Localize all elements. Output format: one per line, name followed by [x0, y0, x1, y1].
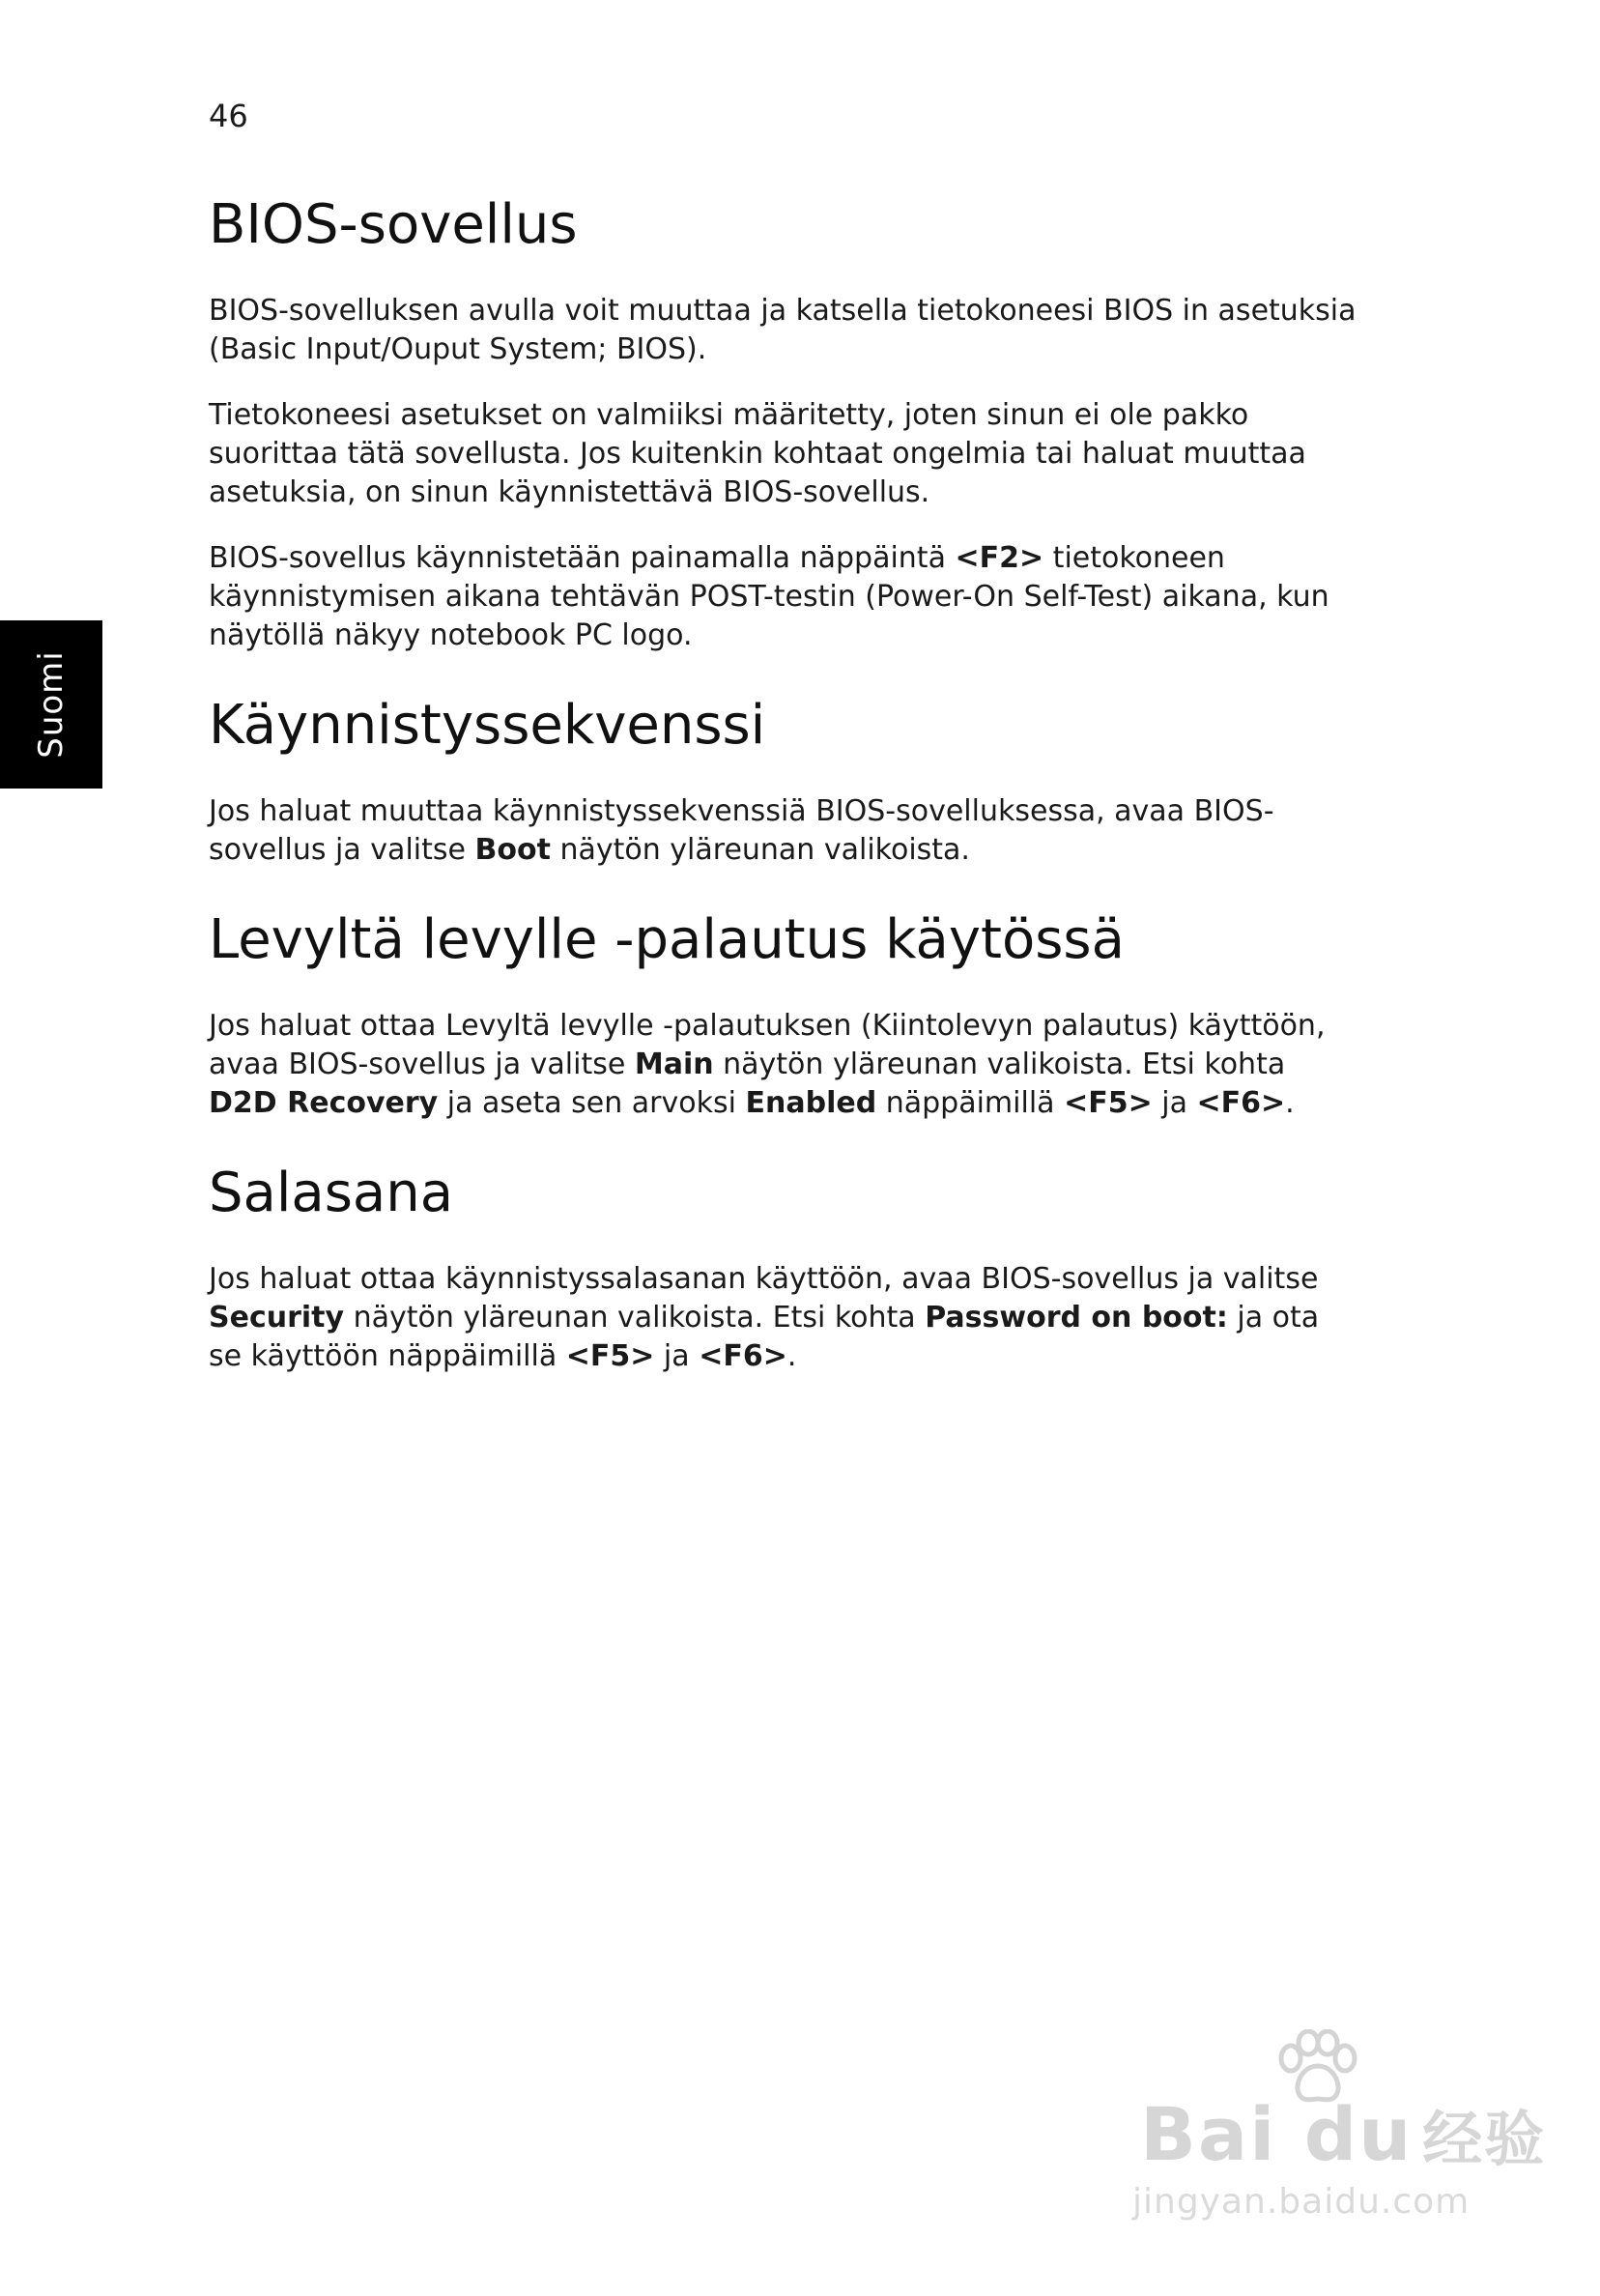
bold-term: Main [634, 1048, 714, 1081]
bold-term: <F5> [565, 1339, 655, 1373]
section-levylta-levylle [209, 908, 1358, 1123]
text-run: ja aseta sen arvoksi [438, 1086, 746, 1120]
document-content [209, 193, 1358, 1411]
bold-term: Password on boot: [925, 1301, 1228, 1335]
language-side-tab-label: Suomi [32, 650, 71, 759]
bold-term: <F6> [699, 1339, 787, 1373]
watermark-brand-text: Bai du [1140, 2091, 1414, 2177]
text-run: Jos haluat ottaa Levyltä levylle -palautuksen (Kiintolevyn palautus) käyttöön, avaa BIOS-sovellus ja valitse [209, 1009, 1326, 1081]
section-kaynnistyssekvenssi [209, 694, 1358, 870]
text-run: Jos haluat ottaa käynnistyssalasanan käyttöön, avaa BIOS-sovellus ja valitse [209, 1262, 1319, 1296]
bold-term: Security [209, 1301, 345, 1335]
text-run: Jos haluat muuttaa käynnistyssekvenssiä BIOS-sovelluksessa, avaa BIOS-sovellus ja valitse [209, 794, 1274, 867]
watermark-brand-cn: 经验 [1422, 2104, 1547, 2174]
watermark-brand [1140, 2091, 1546, 2177]
section-bios-sovellus [209, 193, 1358, 655]
text-run: tietokoneen käynnistymisen aikana tehtävän POST-testin (Power-On Self-Test) aikana, kun näytöllä näkyy notebook PC logo. [209, 541, 1329, 652]
text-run: . [1285, 1086, 1295, 1120]
text-run: Tietokoneesi asetukset on valmiiksi määritetty, joten sinun ei ole pakko suorittaa tätä sovellusta. Jos kuitenkin kohtaat ongelmia tai haluat muuttaa asetuksia, on sinun käynnistettävä BIOS-sovellus. [209, 398, 1306, 509]
text-run: näytön yläreunan valikoista. Etsi kohta [344, 1301, 926, 1335]
text-run: BIOS-sovelluksen avulla voit muuttaa ja katsella tietokoneesi BIOS in asetuksia (Basic Input/Ouput System; BIOS). [209, 294, 1357, 366]
baidu-watermark [1121, 2029, 1547, 2223]
text-run: BIOS-sovellus käynnistetään painamalla näppäintä [209, 541, 956, 575]
bold-term: Enabled [745, 1086, 877, 1120]
section-title: Salasana [209, 1162, 454, 1224]
text-run: ja ota se käyttöön näppäimillä [209, 1301, 1320, 1373]
text-run: näytön yläreunan valikoista. [550, 833, 970, 867]
bold-term: <F2> [955, 541, 1044, 575]
bold-term: D2D Recovery [209, 1086, 439, 1120]
paragraph [209, 1007, 1358, 1123]
text-run: näytön yläreunan valikoista. Etsi kohta [713, 1048, 1286, 1081]
watermark-url: jingyan.baidu.com [1132, 2182, 1471, 2222]
section-salasana [209, 1162, 1358, 1376]
language-side-tab [0, 620, 102, 789]
paragraph [209, 1260, 1358, 1376]
bold-term: Boot [474, 833, 551, 867]
section-title: Levyltä levylle -palautus käytössä [209, 908, 1125, 971]
bold-term: <F5> [1064, 1086, 1153, 1120]
paragraph [209, 792, 1358, 870]
paragraph [209, 539, 1358, 655]
page-number: 46 [209, 98, 248, 134]
bold-term: <F6> [1196, 1086, 1286, 1120]
text-run: näppäimillä [876, 1086, 1065, 1120]
paragraph [209, 292, 1358, 369]
paragraph [209, 396, 1358, 512]
text-run: ja [1152, 1086, 1197, 1120]
section-title: Käynnistyssekvenssi [209, 694, 766, 757]
text-run: ja [654, 1339, 700, 1373]
text-run: . [786, 1339, 797, 1373]
section-title: BIOS-sovellus [209, 193, 578, 256]
